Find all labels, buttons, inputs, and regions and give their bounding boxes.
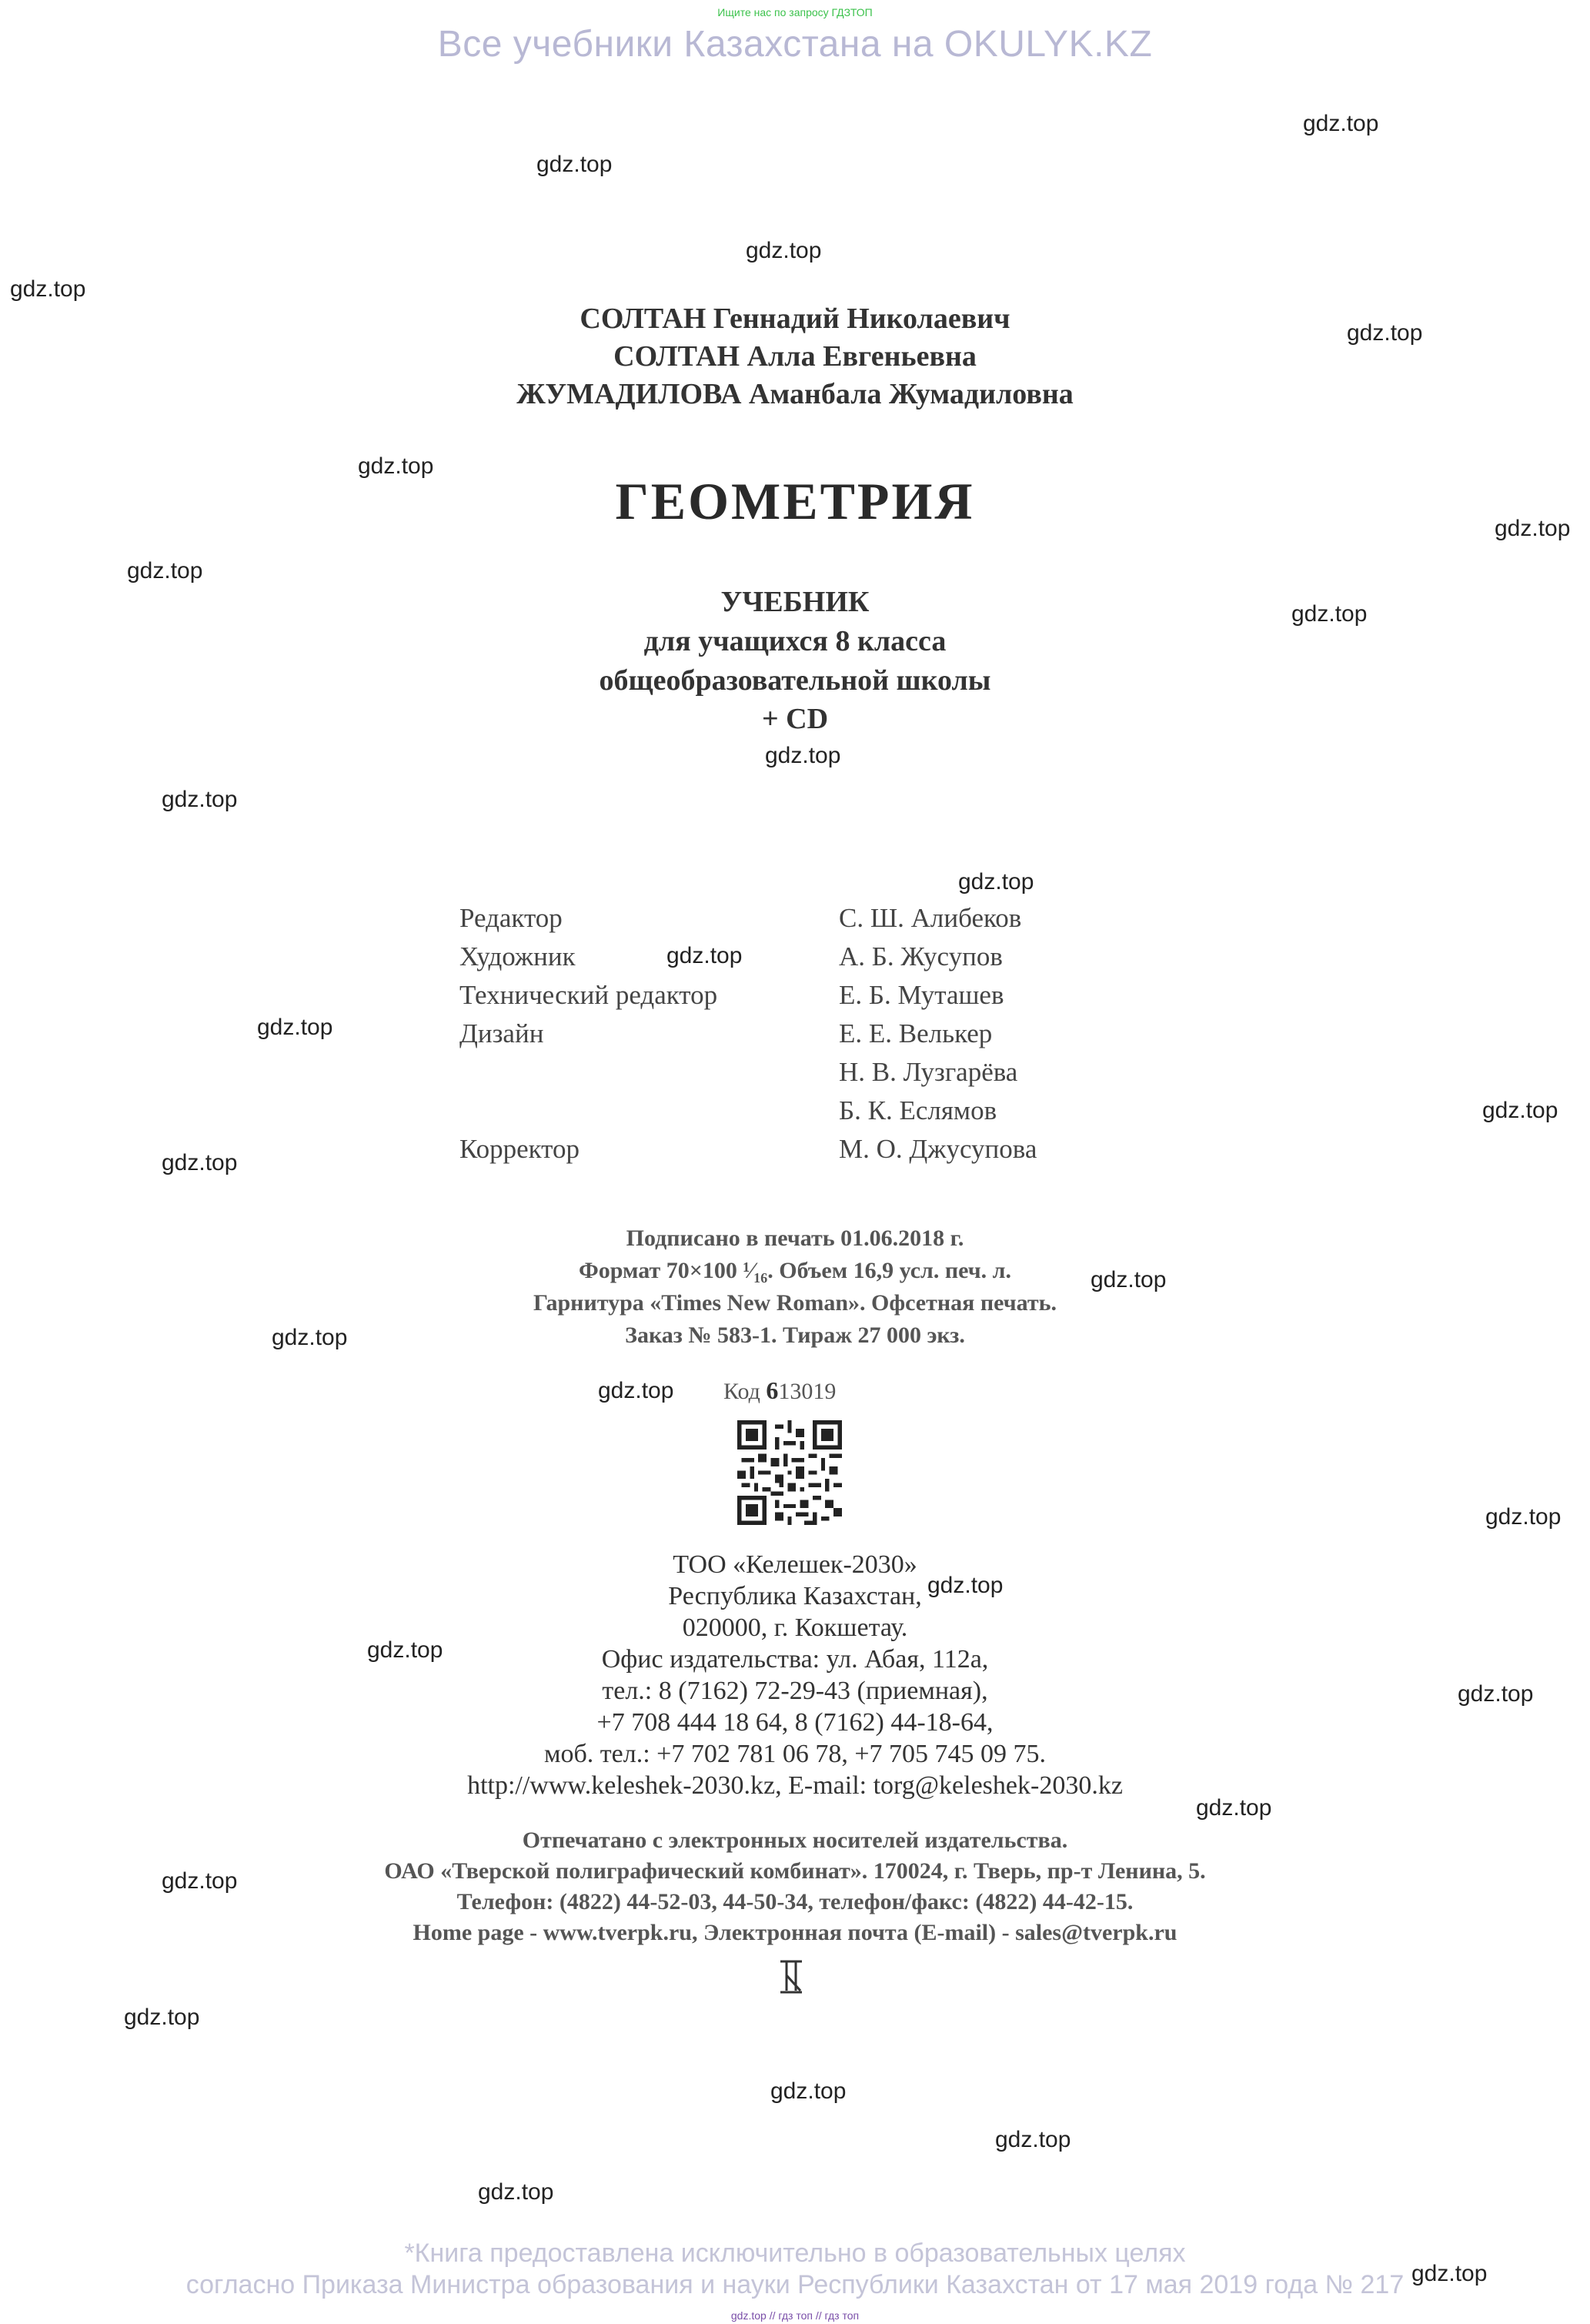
watermark: gdz.top <box>1485 1504 1562 1530</box>
imprint-line-4: Заказ № 583-1. Тираж 27 000 экз. <box>625 1323 965 1348</box>
watermark: gdz.top <box>162 1150 238 1175</box>
watermark: gdz.top <box>598 1378 674 1403</box>
author-1: СОЛТАН Геннадий Николаевич <box>580 303 1010 335</box>
watermark: gdz.top <box>10 276 86 302</box>
footer-disclaimer-1: *Книга предоставлена исключительно в образовательных целях <box>404 2239 1186 2268</box>
publisher-line-4: Офис издательства: ул. Абая, 112а, <box>601 1645 989 1674</box>
watermark: gdz.top <box>124 2005 200 2030</box>
watermark: gdz.top <box>765 743 841 768</box>
subtitle-line-3: общеобразовательной школы <box>599 664 991 697</box>
watermark: gdz.top <box>1458 1681 1534 1707</box>
printer-emblem-icon <box>777 1955 805 1997</box>
credit-role-artist: Художник <box>459 941 576 971</box>
imprint-line-3: Гарнитура «Times New Roman». Офсетная печать. <box>533 1290 1057 1316</box>
code-label: Код <box>723 1379 760 1404</box>
watermark: gdz.top <box>927 1573 1004 1598</box>
watermark: gdz.top <box>1091 1267 1167 1292</box>
imprint-line-2: Формат 70×100 ¹⁄₁₆. Объем 16,9 усл. печ. л. <box>579 1258 1011 1283</box>
publisher-line-2: Республика Казахстан, <box>668 1582 922 1610</box>
watermark: gdz.top <box>257 1015 333 1040</box>
publisher-line-1: ТОО «Келешек-2030» <box>673 1550 917 1579</box>
bottom-tag: gdz.top // гдз топ // гдз топ <box>730 2309 860 2322</box>
search-hint: Ищите нас по запросу ГДЗТОП <box>717 6 873 18</box>
watermark: gdz.top <box>272 1325 348 1350</box>
book-title: ГЕОМЕТРИЯ <box>615 472 975 530</box>
footer-disclaimer-2: согласно Приказа Министра образования и науки Республики Казахстан от 17 мая 2019 года № 217 <box>185 2270 1405 2299</box>
publisher-line-5: тел.: 8 (7162) 72-29-43 (приемная), <box>602 1677 988 1705</box>
credit-role-tech-editor: Технический редактор <box>459 980 718 1010</box>
watermark: gdz.top <box>1495 516 1571 541</box>
product-code <box>723 1376 836 1405</box>
watermark: gdz.top <box>995 2127 1071 2152</box>
watermark: gdz.top <box>1482 1098 1558 1123</box>
author-2: СОЛТАН Алла Евгеньевна <box>613 340 977 373</box>
subtitle-line-1: УЧЕБНИК <box>720 586 870 618</box>
watermark: gdz.top <box>1347 320 1423 346</box>
credit-role-design: Дизайн <box>459 1018 544 1048</box>
author-3: ЖУМАДИЛОВА Аманбала Жумадиловна <box>516 378 1074 410</box>
watermark: gdz.top <box>958 869 1034 894</box>
watermark: gdz.top <box>367 1637 443 1663</box>
watermark: gdz.top <box>1411 2261 1488 2286</box>
credit-name-3: Е. Б. Муташев <box>839 980 1004 1010</box>
imprint-line-1: Подписано в печать 01.06.2018 г. <box>626 1226 964 1251</box>
credit-name-7: М. О. Джусупова <box>839 1134 1037 1164</box>
watermark: gdz.top <box>1196 1795 1272 1821</box>
printer-line-2: ОАО «Тверской полиграфический комбинат». 170024, г. Тверь, пр-т Ленина, 5. <box>384 1858 1206 1884</box>
printer-line-3: Телефон: (4822) 44-52-03, 44-50-34, телефон/факс: (4822) 44-42-15. <box>456 1889 1134 1914</box>
credit-name-6: Б. К. Еслямов <box>839 1095 997 1125</box>
qr-code-icon <box>737 1420 842 1525</box>
watermark: gdz.top <box>536 152 613 177</box>
watermark: gdz.top <box>127 558 203 584</box>
watermark: gdz.top <box>478 2179 554 2205</box>
publisher-line-3: 020000, г. Кокшетау. <box>682 1613 908 1642</box>
printer-line-1: Отпечатано с электронных носителей издательства. <box>522 1827 1068 1853</box>
credit-name-1: С. Ш. Алибеков <box>839 903 1022 933</box>
code-prefix: 6 <box>766 1376 779 1404</box>
watermark: gdz.top <box>162 787 238 812</box>
watermark: gdz.top <box>1303 111 1379 136</box>
site-banner: Все учебники Казахстана на OKULYK.KZ <box>437 24 1153 65</box>
credit-role-editor: Редактор <box>459 903 563 933</box>
credit-name-2: А. Б. Жусупов <box>839 941 1003 971</box>
watermark: gdz.top <box>746 238 822 263</box>
subtitle-line-2: для учащихся 8 класса <box>643 625 947 657</box>
publisher-line-6: +7 708 444 18 64, 8 (7162) 44-18-64, <box>596 1708 994 1737</box>
watermark: gdz.top <box>666 943 743 968</box>
subtitle-line-4: + CD <box>761 703 829 735</box>
credit-name-5: Н. В. Лузгарёва <box>839 1057 1018 1087</box>
publisher-line-7: моб. тел.: +7 702 781 06 78, +7 705 745 09 75. <box>543 1740 1047 1768</box>
watermark: gdz.top <box>1291 601 1368 627</box>
watermark: gdz.top <box>770 2078 847 2104</box>
watermark: gdz.top <box>358 453 434 479</box>
credit-name-4: Е. Е. Велькер <box>839 1018 993 1048</box>
watermark: gdz.top <box>162 1868 238 1894</box>
printer-line-4: Home page - www.tverpk.ru, Электронная почта (E-mail) - sales@tverpk.ru <box>413 1920 1177 1945</box>
credit-role-proofreader: Корректор <box>459 1134 580 1164</box>
publisher-line-8: http://www.keleshek-2030.kz, E-mail: torg@keleshek-2030.kz <box>467 1771 1123 1800</box>
code-number: 13019 <box>778 1379 837 1404</box>
